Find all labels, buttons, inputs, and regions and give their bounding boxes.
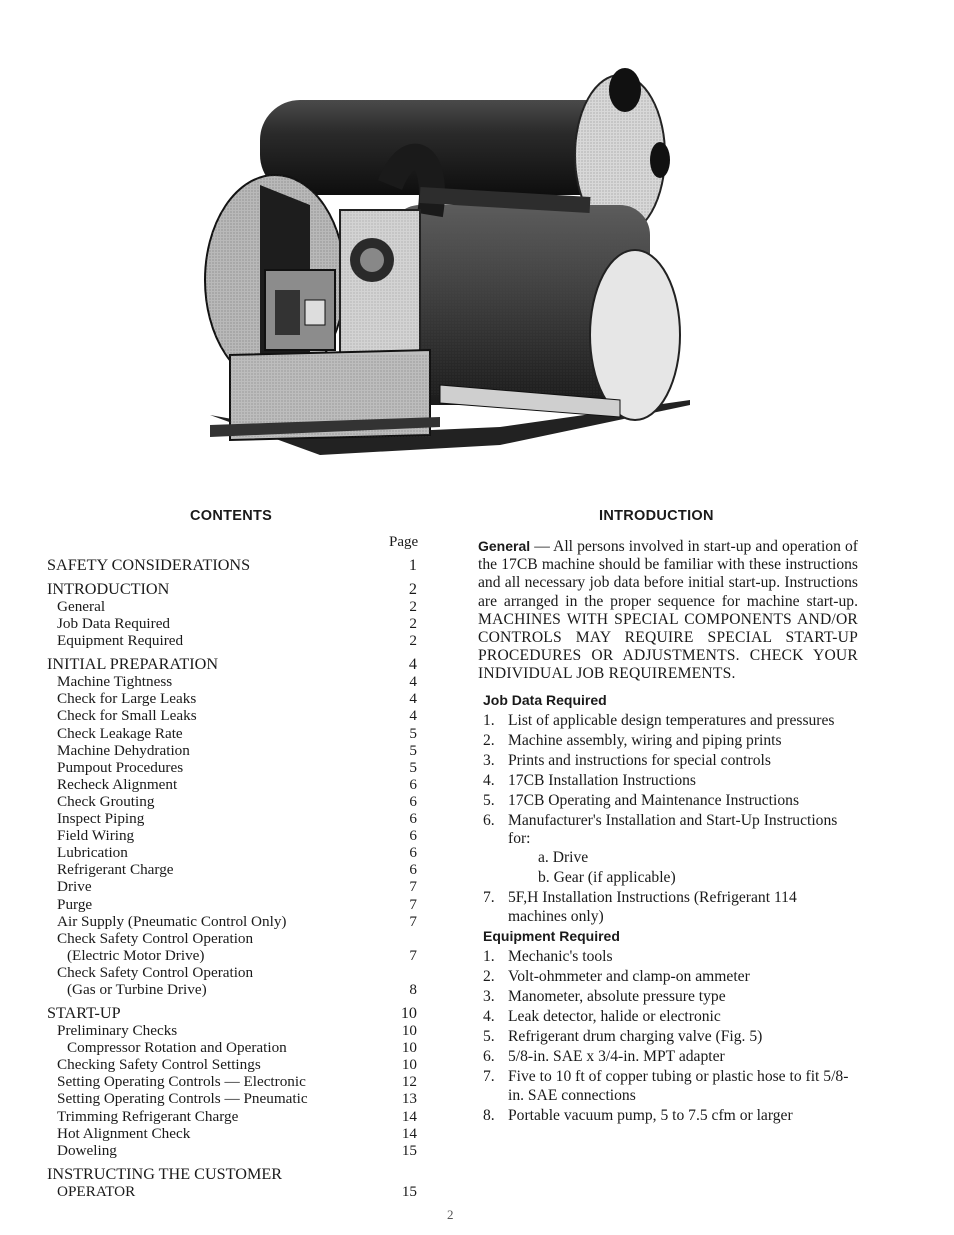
toc-entry-page: 2	[408, 580, 417, 598]
toc-entry-title: Machine Dehydration	[57, 741, 190, 759]
list-item-text: Volt-ohmmeter and clamp-on ammeter	[508, 967, 750, 985]
general-caps-text: MACHINES WITH SPECIAL COMPONENTS AND/OR CONTROLS MAY REQUIRE SPECIAL START-UP PROCEDURES OR ADJUSTMENTS. CHECK YOUR INDIVIDUAL JOB REQUIREMENTS.	[478, 610, 858, 683]
toc-entry	[47, 707, 427, 724]
toc-entry-title: General	[57, 598, 106, 615]
list-item-number: 5.	[483, 1027, 495, 1045]
list-item-number: 1.	[483, 947, 495, 965]
list-item	[478, 792, 858, 811]
list-item-number: 7.	[483, 1067, 495, 1085]
equipment-heading: Equipment Required	[483, 927, 620, 944]
list-item	[478, 1107, 858, 1126]
list-item-number: 3.	[483, 751, 495, 769]
toc-entry	[47, 556, 427, 574]
toc-entry	[47, 615, 427, 632]
list-item-text: List of applicable design temperatures and pressures	[508, 711, 835, 729]
toc-entry-page: 6	[409, 792, 417, 810]
toc-entry-title: INITIAL PREPARATION	[47, 655, 219, 674]
toc-entry-title: Setting Operating Controls — Electronic	[57, 1073, 306, 1091]
list-item-text: Leak detector, halide or electronic	[508, 1007, 721, 1025]
list-item	[478, 712, 858, 731]
toc-entry-title: Refrigerant Charge	[57, 861, 174, 879]
toc-entry-title: Air Supply (Pneumatic Control Only)	[57, 912, 287, 930]
toc-entry-title: Drive	[57, 878, 92, 896]
toc-entry-title: INTRODUCTION	[47, 580, 170, 598]
job-data-heading: Job Data Required	[483, 691, 607, 708]
toc-entry	[47, 930, 427, 947]
toc-entry-page: 5	[409, 758, 417, 776]
toc-entry-title: OPERATOR	[57, 1182, 136, 1200]
toc-entry-title: Recheck Alignment	[57, 775, 178, 793]
list-item	[478, 1028, 858, 1047]
toc-entry	[47, 1022, 427, 1039]
list-item-text: 17CB Operating and Maintenance Instructions	[508, 791, 800, 809]
list-item-number: 6.	[483, 1047, 495, 1065]
toc-entry	[47, 793, 427, 810]
list-item	[478, 732, 858, 751]
toc-entry	[47, 878, 427, 895]
sub-list	[508, 849, 858, 888]
toc-entry	[47, 632, 427, 649]
general-dash: —	[534, 538, 550, 555]
toc-entry	[47, 1004, 427, 1022]
list-item	[478, 752, 858, 771]
toc-entry-page: 12	[401, 1073, 417, 1091]
toc-entry-title: Inspect Piping	[57, 810, 145, 828]
toc-entry-page: 1	[408, 556, 417, 574]
toc-entry-page: 6	[409, 827, 417, 845]
list-item-number: 7.	[483, 889, 495, 907]
general-paragraph	[478, 537, 858, 684]
list-item	[478, 772, 858, 791]
toc-entry-page: 7	[409, 895, 417, 913]
list-item	[478, 812, 858, 888]
toc-entry-page: 14	[401, 1124, 417, 1142]
list-item-text: Manufacturer's Installation and Start-Up Instructions for:	[508, 811, 838, 848]
equipment-list	[478, 948, 858, 1125]
list-item	[478, 889, 858, 927]
toc-entry-title: Check for Small Leaks	[57, 707, 197, 725]
toc-entry-title: Setting Operating Controls — Pneumatic	[57, 1090, 308, 1108]
toc-entry	[47, 725, 427, 742]
toc-entry-title: SAFETY CONSIDERATIONS	[47, 556, 251, 574]
toc-entry-title: Purge	[57, 895, 93, 913]
toc-entry	[47, 1108, 427, 1125]
toc-entry-page: 13	[401, 1090, 417, 1108]
toc-entry	[47, 776, 427, 793]
toc-entry-title: Check Safety Control Operation	[57, 929, 254, 947]
toc-entry-page: 14	[401, 1107, 417, 1125]
toc-entry	[47, 1056, 427, 1073]
toc-entry-page: 6	[409, 810, 417, 828]
toc-entry-page: 4	[408, 655, 417, 674]
toc-entry	[47, 861, 427, 878]
toc-entry-page: 10	[401, 1022, 417, 1040]
list-item-number: 4.	[483, 771, 495, 789]
contents-heading: CONTENTS	[190, 508, 273, 524]
toc-entry-page: 4	[409, 707, 417, 725]
job-data-list	[478, 712, 858, 927]
list-item-text: Prints and instructions for special controls	[508, 751, 771, 769]
sub-list-item: b. Gear (if applicable)	[538, 869, 676, 887]
toc-entry-title: Preliminary Checks	[57, 1022, 178, 1040]
toc-entry-page: 5	[409, 724, 417, 742]
sub-list-item: a. Drive	[538, 849, 589, 867]
list-item-text: Five to 10 ft of copper tubing or plastic hose to fit 5/8-in. SAE connections	[508, 1067, 849, 1104]
toc-entry	[47, 810, 427, 827]
list-item-text: Machine assembly, wiring and piping prints	[508, 731, 782, 749]
toc-entry	[47, 1039, 427, 1056]
toc-entry	[47, 759, 427, 776]
list-item-number: 2.	[483, 967, 495, 985]
toc-entry	[47, 655, 427, 673]
toc-entry	[47, 673, 427, 690]
table-of-contents	[47, 556, 427, 1200]
list-item	[478, 1068, 858, 1106]
toc-entry-title: Trimming Refrigerant Charge	[57, 1107, 239, 1125]
toc-entry	[47, 1165, 427, 1183]
toc-entry	[47, 981, 427, 998]
toc-entry	[47, 844, 427, 861]
toc-entry	[47, 896, 427, 913]
toc-entry-title: Equipment Required	[57, 632, 184, 650]
toc-entry	[47, 913, 427, 930]
toc-entry-title: Lubrication	[57, 844, 128, 862]
page-column-label: Page	[389, 534, 419, 550]
toc-entry-title: Check Safety Control Operation	[57, 963, 254, 981]
list-item-number: 6.	[483, 811, 495, 829]
toc-entry-title: Compressor Rotation and Operation	[67, 1039, 287, 1057]
toc-entry-page: 2	[409, 598, 417, 615]
list-item-number: 3.	[483, 987, 495, 1005]
introduction-heading: INTRODUCTION	[599, 508, 714, 524]
toc-entry	[47, 598, 427, 615]
toc-entry	[47, 947, 427, 964]
toc-entry-title: (Gas or Turbine Drive)	[67, 980, 207, 998]
list-item	[478, 988, 858, 1007]
toc-entry-page: 10	[401, 1056, 417, 1074]
toc-entry-page: 7	[409, 912, 417, 930]
toc-entry-page: 2	[409, 632, 417, 650]
list-item-text: 5/8-in. SAE x 3/4-in. MPT adapter	[508, 1047, 725, 1065]
list-item-text: Manometer, absolute pressure type	[508, 987, 726, 1005]
toc-entry-title: (Electric Motor Drive)	[67, 946, 205, 964]
toc-entry	[47, 964, 427, 981]
toc-entry	[47, 1090, 427, 1107]
toc-entry-page: 2	[409, 615, 417, 633]
list-item-text: 5F,H Installation Instructions (Refrigerant 114 machines only)	[508, 889, 797, 925]
toc-entry-title: Checking Safety Control Settings	[57, 1056, 261, 1074]
list-item-number: 5.	[483, 791, 495, 809]
list-item-text: Portable vacuum pump, 5 to 7.5 cfm or larger	[508, 1106, 793, 1124]
machine-photo	[200, 55, 700, 460]
introduction-section	[478, 537, 858, 1127]
page-number: 2	[447, 1207, 454, 1222]
toc-entry-page: 7	[409, 946, 417, 964]
list-item	[478, 968, 858, 987]
toc-entry-page: 5	[409, 741, 417, 759]
list-item-number: 1.	[483, 711, 495, 729]
toc-entry	[47, 1073, 427, 1090]
toc-entry-title: Check for Large Leaks	[57, 690, 197, 708]
toc-entry-title: Job Data Required	[57, 615, 171, 633]
toc-entry-title: Pumpout Procedures	[57, 758, 184, 776]
list-item-number: 4.	[483, 1007, 495, 1025]
list-item-number: 2.	[483, 731, 495, 749]
list-item-text: Refrigerant drum charging valve (Fig. 5)	[508, 1027, 763, 1045]
toc-entry-page: 10	[400, 1004, 417, 1023]
toc-entry-page: 4	[409, 690, 417, 708]
toc-entry-title: Machine Tightness	[57, 673, 173, 691]
toc-entry-title: Check Grouting	[57, 792, 155, 810]
toc-entry	[47, 1125, 427, 1142]
toc-entry-page: 6	[409, 861, 417, 879]
toc-entry-title: INSTRUCTING THE CUSTOMER	[47, 1164, 283, 1183]
toc-entry	[47, 1183, 427, 1200]
list-item-text: Mechanic's tools	[508, 947, 613, 965]
list-item-number: 8.	[483, 1106, 495, 1124]
general-text: All persons involved in start-up and operation of the 17CB machine should be familiar with these instructions and all necessary job data before initial start-up. Instructions are arranged in the proper sequence for machine start-up.	[478, 538, 858, 610]
toc-entry-title: Field Wiring	[57, 827, 135, 845]
toc-entry-title: Doweling	[57, 1141, 117, 1159]
general-label: General	[478, 538, 531, 554]
toc-entry	[47, 580, 427, 598]
toc-entry-title: Check Leakage Rate	[57, 724, 183, 742]
toc-entry	[47, 742, 427, 759]
toc-entry	[47, 1142, 427, 1159]
toc-entry	[47, 690, 427, 707]
toc-entry-page: 15	[401, 1141, 417, 1159]
toc-entry-page: 7	[409, 878, 417, 896]
toc-entry-page: 10	[401, 1039, 417, 1057]
toc-entry-page: 15	[401, 1182, 417, 1200]
toc-entry-title: Hot Alignment Check	[57, 1124, 191, 1142]
toc-entry-page: 8	[409, 980, 417, 998]
toc-entry	[47, 827, 427, 844]
toc-entry-page: 6	[409, 844, 417, 862]
list-item-text: 17CB Installation Instructions	[508, 771, 696, 789]
toc-entry-title: START-UP	[47, 1004, 121, 1023]
list-item	[478, 1048, 858, 1067]
list-item	[478, 1008, 858, 1027]
list-item	[478, 948, 858, 967]
toc-entry-page: 4	[409, 673, 417, 691]
toc-entry-page: 6	[409, 775, 417, 793]
